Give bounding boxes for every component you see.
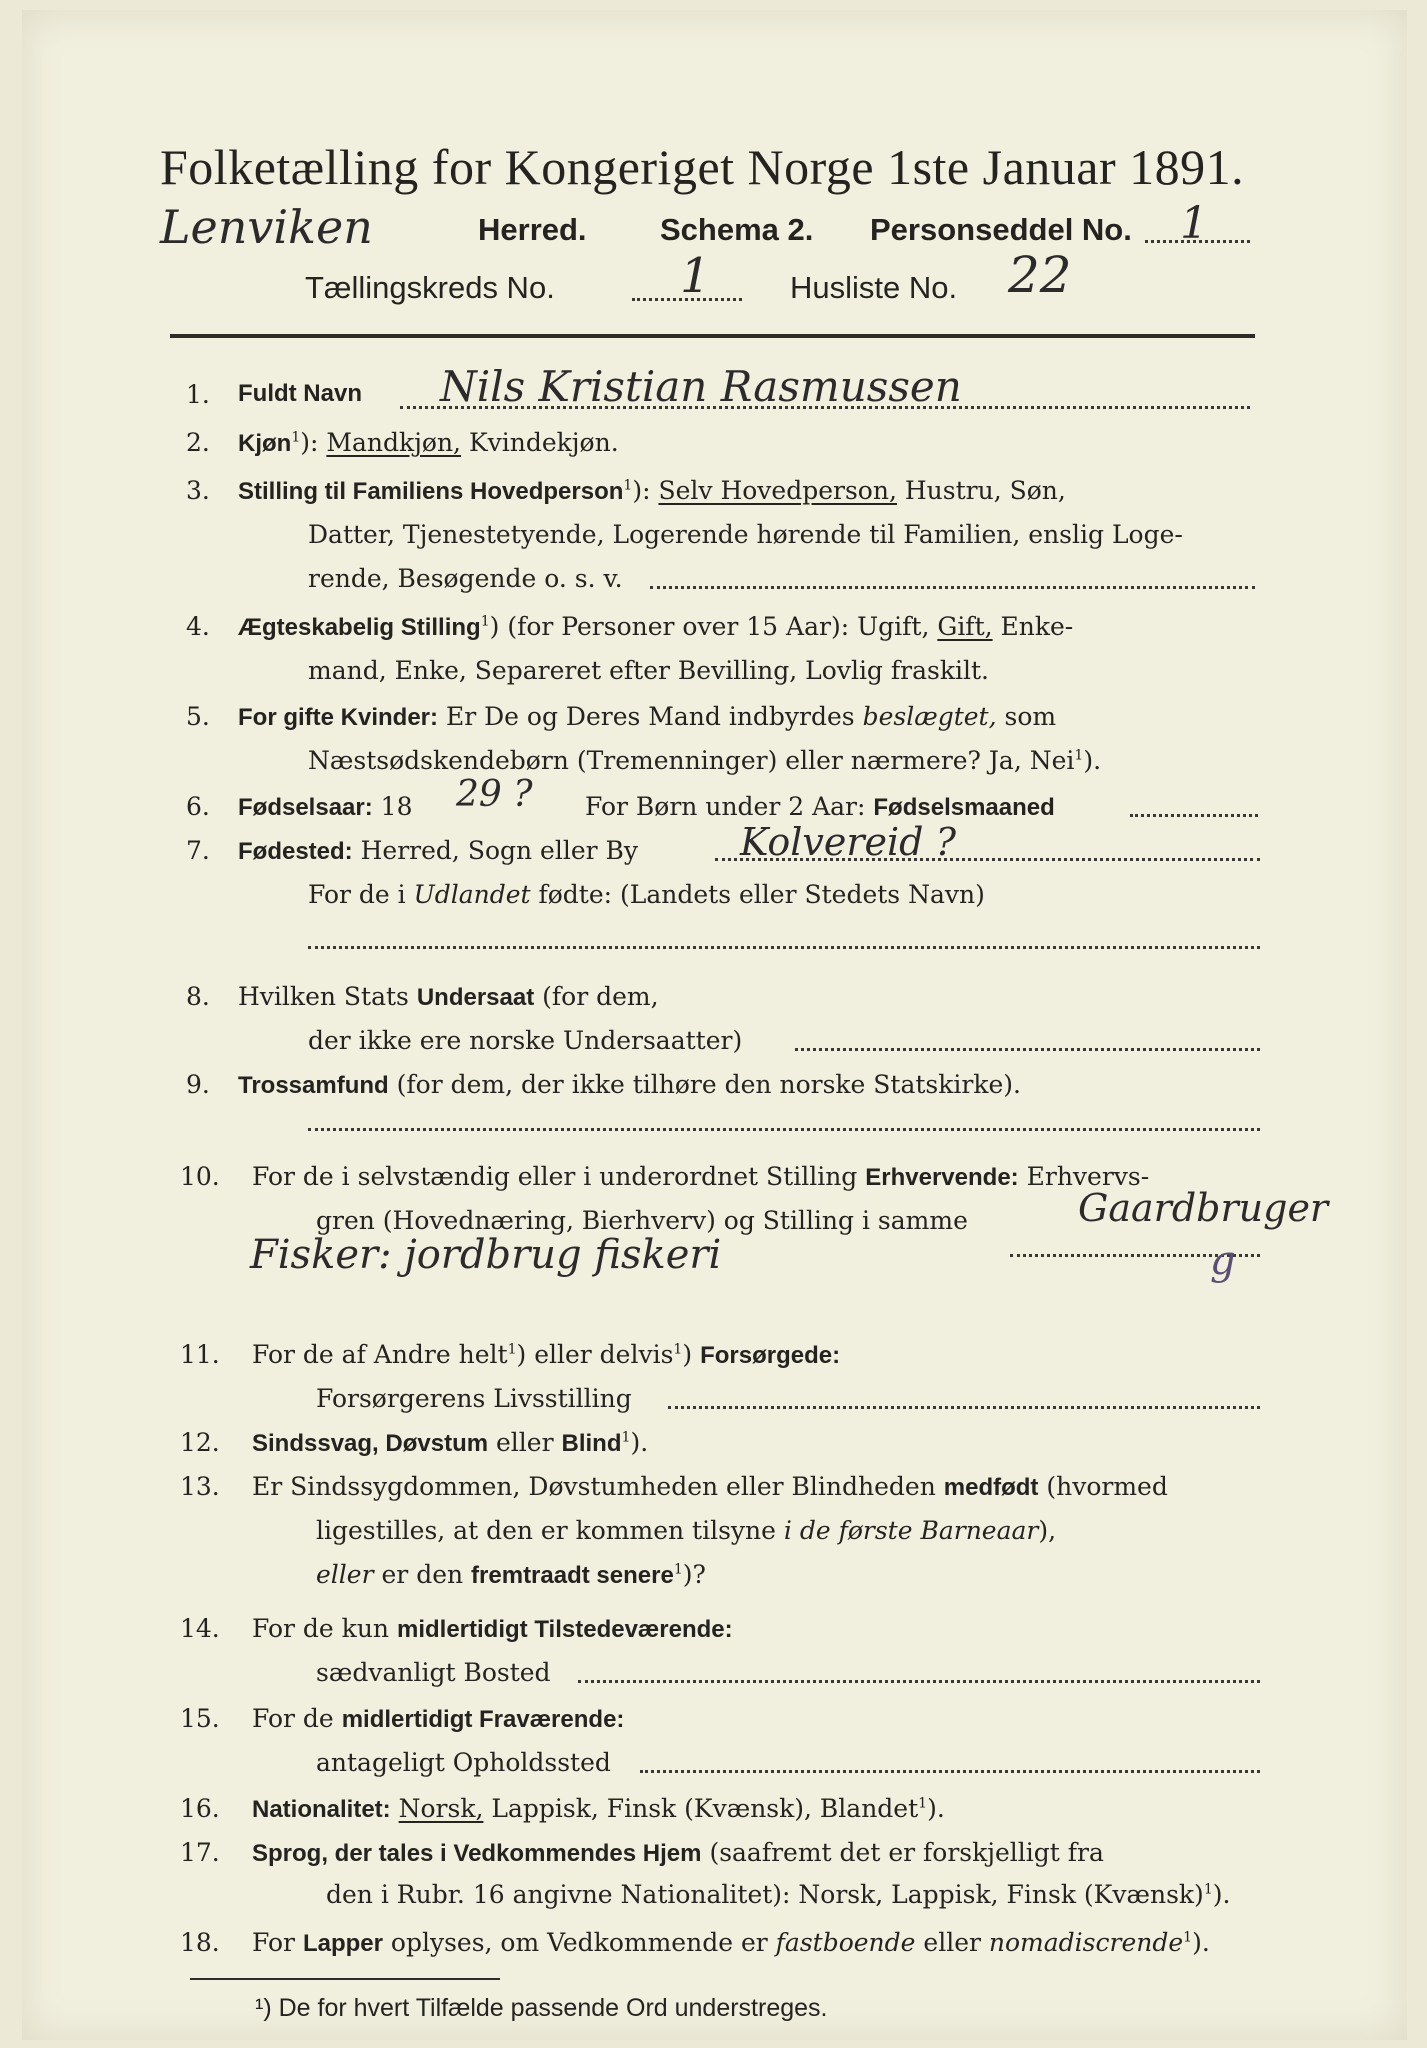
- taellingskreds-label: Tællingskreds No.: [305, 270, 555, 305]
- item-4-label: Ægteskabelig Stilling: [238, 614, 481, 641]
- item-8-label: Undersaat: [416, 984, 535, 1011]
- item-4-line-1: [238, 612, 1073, 642]
- item-7-line-2-italic: Udlandet: [413, 880, 531, 909]
- item-11-mid: ) eller delvis: [516, 1340, 674, 1369]
- item-9-number: 9.: [186, 1070, 210, 1099]
- item-10-post: Erhvervs-: [1026, 1162, 1150, 1191]
- item-7-label: Fødested:: [238, 838, 353, 865]
- item-5-line-1: [238, 702, 1056, 732]
- item-13-line-2-italic: i de første Barneaar: [783, 1516, 1039, 1545]
- item-13-post: (hvormed: [1046, 1472, 1168, 1501]
- item-17-number: 17.: [180, 1838, 220, 1867]
- item-18-mid-2: eller: [923, 1928, 981, 1957]
- personseddel-value: 1: [1180, 198, 1208, 249]
- item-13-line-3-end: )?: [682, 1560, 706, 1589]
- schema-label: Schema 2.: [660, 212, 814, 247]
- item-18-italic-2: nomadiscrende: [988, 1928, 1184, 1957]
- item-8-number: 8.: [186, 982, 210, 1011]
- item-3-rest: ):: [632, 476, 651, 505]
- husliste-label: Husliste No.: [790, 270, 958, 305]
- item-5-italic: beslægtet,: [862, 702, 997, 731]
- item-11-line-1: [252, 1340, 840, 1370]
- item-4-post: Enke-: [1000, 612, 1074, 641]
- item-12-number: 12.: [180, 1428, 220, 1457]
- item-6-rest: For Børn under 2 Aar:: [585, 792, 866, 821]
- header-rule: [170, 334, 1255, 338]
- item-5-number: 5.: [186, 702, 210, 731]
- item-15-label: midlertidigt Fraværende:: [341, 1706, 625, 1733]
- item-14-label: midlertidigt Tilstedeværende:: [396, 1616, 733, 1643]
- item-7-line-2-post: fødte: (Landets eller Stedets Navn): [538, 880, 985, 909]
- item-6-dots: [1130, 814, 1258, 817]
- item-14-line-2: sædvanligt Bosted: [316, 1658, 551, 1687]
- item-16-label: Nationalitet:: [252, 1796, 391, 1823]
- item-12-line: [252, 1428, 648, 1458]
- item-5-line-1-rest: Er De og Deres Mand indbyrdes: [445, 702, 855, 731]
- item-12-mid: eller: [496, 1428, 554, 1457]
- item-17-label: Sprog, der tales i Vedkommendes Hjem: [252, 1840, 702, 1867]
- item-10-line-2: gren (Hovednæring, Bierhverv) og Stilling i samme: [316, 1206, 968, 1235]
- form-title: Folketælling for Kongeriget Norge 1ste Januar 1891.: [160, 139, 1245, 195]
- item-3-line-3: rende, Besøgende o. s. v.: [308, 564, 623, 593]
- item-7-line-2-pre: For de i: [308, 880, 406, 909]
- item-9-label: Trossamfund: [238, 1072, 389, 1099]
- item-11-dots: [668, 1406, 1260, 1409]
- item-13-line-2-post: ),: [1038, 1516, 1057, 1545]
- item-12-sup: 1: [621, 1429, 631, 1446]
- item-3-line-2: Datter, Tjenestetyende, Logerende hørende til Familien, enslig Loge-: [308, 520, 1183, 549]
- husliste-value: 22: [1008, 246, 1072, 304]
- item-6-number: 6.: [186, 792, 210, 821]
- item-11-label: Forsørgede:: [700, 1342, 841, 1369]
- personseddel-label: Personseddel No.: [870, 212, 1132, 247]
- item-12-label: Sindssvag, Døvstum: [252, 1430, 489, 1457]
- item-17-sup: 1: [1203, 1881, 1213, 1898]
- item-4-line-2: mand, Enke, Separeret efter Bevilling, Lovlig fraskilt.: [308, 656, 989, 685]
- item-5-line-2-end: ).: [1083, 746, 1102, 775]
- item-13-pre: Er Sindssygdommen, Døvstumheden eller Blindheden: [252, 1472, 936, 1501]
- item-18-line: [252, 1928, 1210, 1958]
- item-6-prefix: 18: [380, 792, 413, 821]
- item-6-label: Fødselsaar:: [238, 794, 373, 821]
- item-15-dots: [640, 1770, 1260, 1773]
- item-17-line-2-text: den i Rubr. 16 angivne Nationalitet): Norsk, Lappisk, Finsk (Kvænsk): [326, 1880, 1204, 1909]
- item-4-sup: 1: [480, 613, 490, 630]
- item-5-label: For gifte Kvinder:: [238, 704, 439, 731]
- item-12-end: ).: [630, 1428, 649, 1457]
- item-13-line-2: [316, 1516, 1056, 1545]
- item-11-line-2: Forsørgerens Livsstilling: [316, 1384, 632, 1413]
- item-10-value-3: g: [1210, 1238, 1236, 1284]
- item-9-dots: [308, 1128, 1260, 1131]
- item-18-sup: 1: [1183, 1929, 1193, 1946]
- item-13-line-1: [252, 1472, 1168, 1502]
- item-10-pre: For de i selvstændig eller i underordnet Stilling: [252, 1162, 858, 1191]
- item-15-line-2: antageligt Opholdssted: [316, 1748, 611, 1777]
- item-7-line-2: [308, 880, 985, 909]
- item-13-sup: 1: [673, 1561, 683, 1578]
- item-10-line-1: [252, 1162, 1149, 1192]
- item-9-line: [238, 1070, 1021, 1100]
- item-10-label: Erhvervende:: [865, 1164, 1019, 1191]
- item-17-post: (saafremt det er forskjelligt fra: [709, 1838, 1104, 1867]
- item-16-sup: 1: [918, 1795, 928, 1812]
- item-16-number: 16.: [180, 1794, 220, 1823]
- item-8-pre: Hvilken Stats: [238, 982, 409, 1011]
- item-16-end: ).: [927, 1794, 945, 1823]
- item-1-number: 1.: [186, 380, 210, 409]
- item-16-rest: Lappisk, Finsk (Kvænsk), Blandet: [491, 1794, 919, 1823]
- item-4-number: 4.: [186, 612, 210, 641]
- item-5-line-2-text: Næstsødskendebørn (Tremenninger) eller nærmere? Ja, Nei: [308, 746, 1075, 775]
- item-13-line-3-italic: eller: [316, 1560, 374, 1589]
- item-13-line-2-pre: ligestilles, at den er kommen tilsyne: [316, 1516, 776, 1545]
- item-9-rest: (for dem, der ikke tilhøre den norske Statskirke).: [396, 1070, 1021, 1099]
- item-2-label: Kjøn: [238, 430, 292, 457]
- item-11-sup-1: 1: [507, 1341, 517, 1358]
- item-1-label: Fuldt Navn: [238, 380, 362, 407]
- item-15-pre: For de: [252, 1704, 334, 1733]
- item-13-line-3-pre: er den: [381, 1560, 464, 1589]
- personseddel-dots: [1145, 240, 1250, 243]
- item-13-label-2: fremtraadt senere: [471, 1562, 674, 1589]
- item-16-option-selected: Norsk,: [398, 1794, 484, 1823]
- item-14-dots: [578, 1680, 1260, 1683]
- item-10-value-1: Gaardbruger: [1078, 1186, 1329, 1230]
- item-7-dots-2: [308, 946, 1260, 949]
- item-13-line-3: [316, 1560, 706, 1590]
- item-11-sup-2: 1: [673, 1341, 683, 1358]
- item-5-sup: 1: [1074, 747, 1084, 764]
- item-11-mid-2: ): [682, 1340, 693, 1369]
- item-13-number: 13.: [180, 1472, 220, 1501]
- item-18-italic-1: fastboende: [775, 1928, 916, 1957]
- item-1-value: Nils Kristian Rasmussen: [440, 362, 962, 411]
- item-4-pre: ) (for Personer over 15 Aar): Ugift,: [489, 612, 930, 641]
- item-8-post: (for dem,: [542, 982, 659, 1011]
- item-6-line: [238, 792, 412, 822]
- item-3-sup: 1: [623, 477, 633, 494]
- herred-label: Herred.: [478, 212, 587, 247]
- item-7-line-1: [238, 836, 638, 866]
- item-5-line-1-end: som: [1004, 702, 1057, 731]
- item-3-line-1-rest: Hustru, Søn,: [904, 476, 1066, 505]
- item-3-label: Stilling til Familiens Hovedperson: [238, 478, 624, 505]
- item-2-rest: ):: [300, 428, 319, 457]
- item-18-number: 18.: [180, 1928, 220, 1957]
- item-10-value-2: Fisker: jordbrug fiskeri: [250, 1232, 722, 1278]
- item-17-line-2: [326, 1880, 1230, 1909]
- item-4-option-selected: Gift,: [937, 612, 993, 641]
- item-2-sup: 1: [291, 429, 301, 446]
- item-6-label-2: Fødselsmaaned: [873, 794, 1055, 821]
- item-18-label: Lapper: [302, 1930, 383, 1957]
- item-15-number: 15.: [180, 1704, 220, 1733]
- item-16-line: [252, 1794, 945, 1824]
- item-17-line-1: [252, 1838, 1104, 1868]
- item-2-option-mandkjon: Mandkjøn,: [326, 428, 461, 457]
- item-8-line-2: der ikke ere norske Undersaatter): [308, 1026, 743, 1055]
- item-17-line-2-end: ).: [1212, 1880, 1231, 1909]
- footnote: ¹) De for hvert Tilfælde passende Ord understreges.: [255, 1994, 828, 2022]
- item-3-line-1: [238, 476, 1066, 506]
- item-18-mid: oplyses, om Vedkommende er: [390, 1928, 768, 1957]
- item-15-line-1: [252, 1704, 624, 1734]
- taellingskreds-value: 1: [680, 248, 711, 304]
- item-18-end: ).: [1192, 1928, 1210, 1957]
- item-3-number: 3.: [186, 476, 210, 505]
- item-13-label: medfødt: [943, 1474, 1039, 1501]
- item-14-pre: For de kun: [252, 1614, 390, 1643]
- item-7-rest: Herred, Sogn eller By: [360, 836, 639, 865]
- item-10-number: 10.: [180, 1162, 220, 1191]
- item-2-number: 2.: [186, 428, 210, 457]
- item-11-number: 11.: [180, 1340, 220, 1369]
- census-form-page: [22, 10, 1407, 2040]
- item-3-option-selected: Selv Hovedperson,: [658, 476, 897, 505]
- item-11-pre: For de af Andre helt: [252, 1340, 508, 1369]
- item-5-line-2: [308, 746, 1101, 775]
- footnote-rule: [190, 1978, 500, 1980]
- item-18-pre: For: [252, 1928, 295, 1957]
- item-6-rest-line: [585, 792, 1055, 822]
- item-8-dots: [795, 1048, 1260, 1051]
- item-2-text: [238, 428, 619, 458]
- herred-value: Lenviken: [160, 200, 373, 254]
- item-2-option-kvindekjon: Kvindekjøn.: [468, 428, 619, 457]
- item-14-number: 14.: [180, 1614, 220, 1643]
- item-14-line-1: [252, 1614, 733, 1644]
- item-6-value: 29 ?: [456, 774, 533, 815]
- item-7-number: 7.: [186, 836, 210, 865]
- item-7-value: Kolvereid ?: [740, 820, 956, 864]
- item-8-line-1: [238, 982, 659, 1012]
- item-12-label-2: Blind: [561, 1430, 622, 1457]
- item-3-dots: [650, 586, 1255, 589]
